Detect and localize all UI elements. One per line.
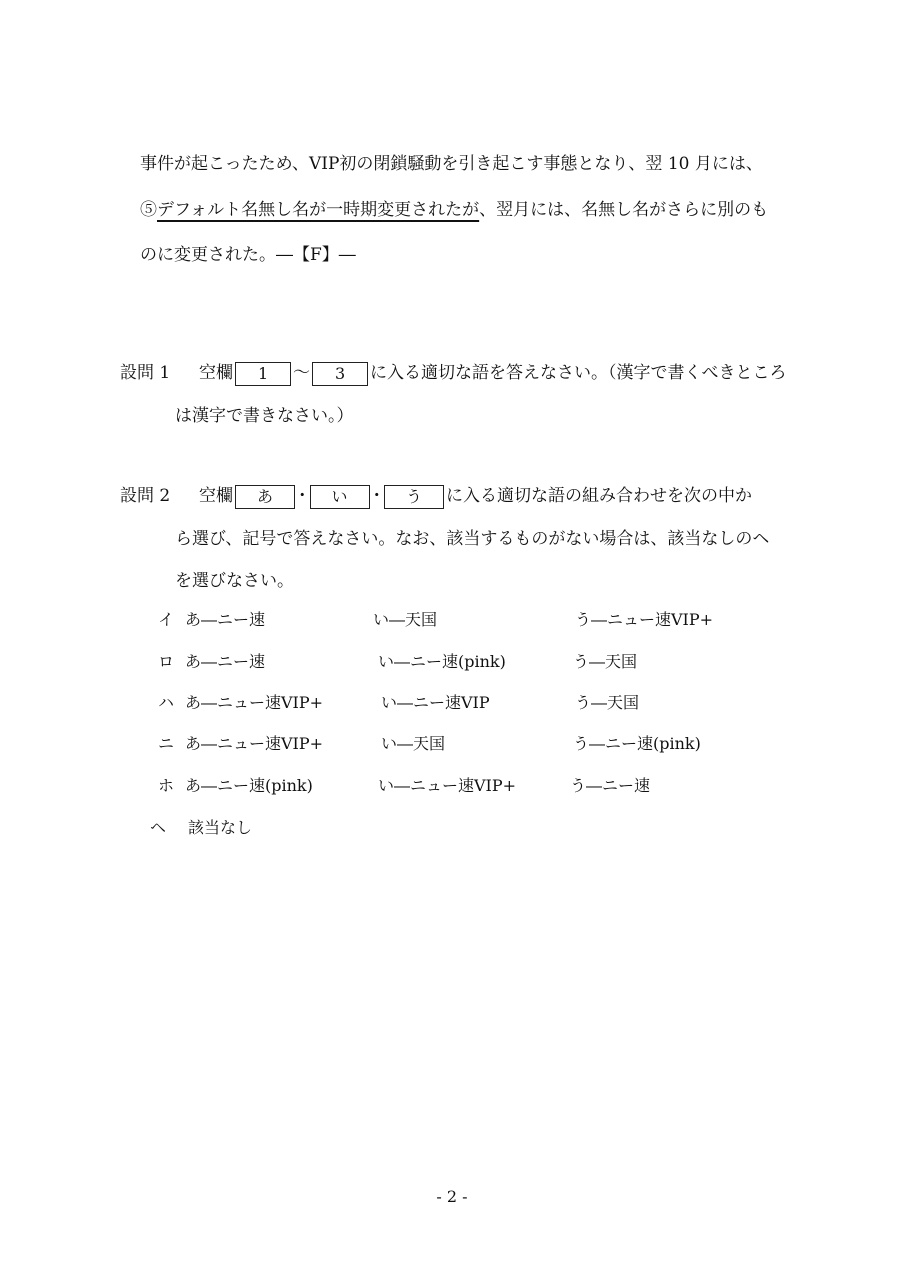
option-key: ホ xyxy=(158,776,175,795)
paragraph-line-1: 事件が起こったため、VIP初の閉鎖騒動を引き起こす事態となり、翌 10 月には、 xyxy=(140,154,763,174)
option-u: う―ニュー速VIP+ xyxy=(575,610,714,629)
blank-box-1: 1 xyxy=(235,362,291,386)
option-u: う―ニー速(pink) xyxy=(573,734,701,753)
option-i: い―ニュー速VIP+ xyxy=(378,776,517,795)
question-2-label: 設問 2 xyxy=(120,486,171,506)
option-u: う―天国 xyxy=(573,652,638,671)
option-a: あ―ニュー速VIP+ xyxy=(185,693,324,712)
kuran-label: 空欄 xyxy=(199,363,234,383)
blank-box-3: 3 xyxy=(312,362,368,386)
underlined-phrase: デフォルト名無し名が一時期変更されたが xyxy=(157,200,480,220)
question-2-line-2: ら選び、記号で答えなさい。なお、該当するものがない場合は、該当なしのヘ xyxy=(175,529,770,549)
question-1-label: 設問 1 xyxy=(120,363,171,383)
option-a: 該当なし xyxy=(188,818,253,837)
blank-box-a: あ xyxy=(235,485,295,509)
option-key: イ xyxy=(158,610,175,629)
blank-box-i: い xyxy=(310,485,370,509)
blank-box-u: う xyxy=(384,485,444,509)
option-a: あ―ニュー速VIP+ xyxy=(185,734,324,753)
option-a: あ―ニー速 xyxy=(185,652,266,671)
separator-dot: ･ xyxy=(298,486,307,506)
option-i: い―ニー速VIP xyxy=(381,693,490,712)
option-i: い―ニー速(pink) xyxy=(378,652,506,671)
separator-dot: ･ xyxy=(372,486,382,506)
question-1-line-2: は漢字で書きなさい。） xyxy=(175,406,354,426)
kuran-label: 空欄 xyxy=(199,486,234,506)
question-2-line-3: を選びなさい。 xyxy=(175,571,294,591)
circled-number-marker: ⑤ xyxy=(140,200,157,220)
question-1-text: に入る適切な語を答えなさい。（漢字で書くべきところ xyxy=(370,363,787,383)
paragraph-line-2 xyxy=(140,198,768,222)
option-key: ロ xyxy=(158,652,175,671)
option-i: い―天国 xyxy=(373,610,438,629)
question-2-line-1 xyxy=(120,484,752,509)
option-u: う―ニー速 xyxy=(570,776,651,795)
question-2-text: に入る適切な語の組み合わせを次の中か xyxy=(446,486,753,506)
option-a: あ―ニー速(pink) xyxy=(185,776,313,795)
option-i: い―天国 xyxy=(381,734,446,753)
paragraph-line-2-rest: 、翌月には、名無し名がさらに別のも xyxy=(479,200,769,220)
option-key: ニ xyxy=(158,734,175,753)
page-number: - 2 - xyxy=(436,1187,468,1206)
option-key: ハ xyxy=(158,693,175,712)
option-u: う―天国 xyxy=(575,693,640,712)
paragraph-line-3: のに変更された。―【F】― xyxy=(140,245,356,265)
option-key: ヘ xyxy=(150,818,167,837)
question-1-line-1 xyxy=(120,361,787,386)
tilde: ～ xyxy=(293,363,311,383)
option-a: あ―ニー速 xyxy=(185,610,266,629)
